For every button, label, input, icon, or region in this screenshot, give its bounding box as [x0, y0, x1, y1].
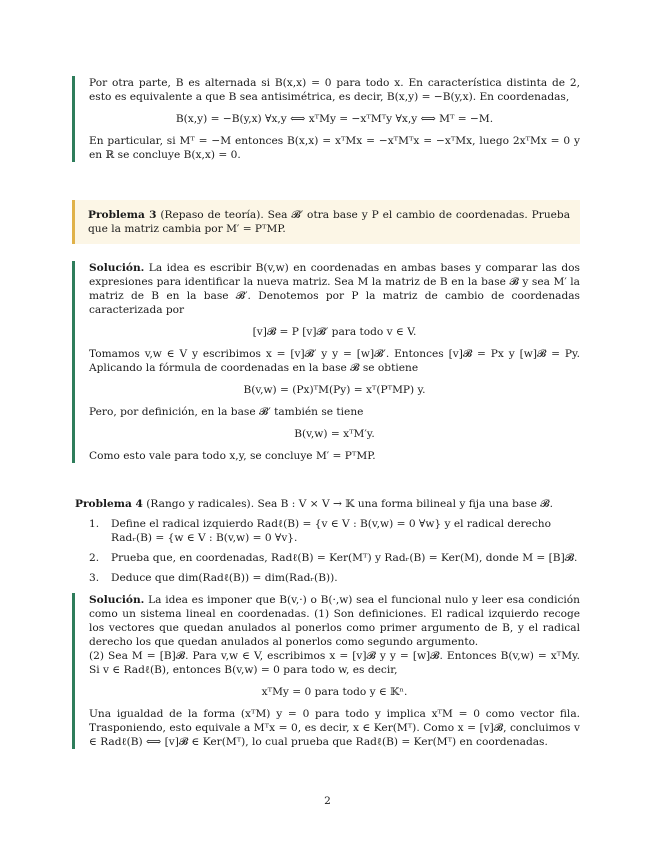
paragraph: Como esto vale para todo x,y, se concluye M′ = PᵀMP.	[89, 450, 376, 462]
page-number: 2	[324, 795, 331, 807]
paragraph: La idea es imponer que B(v,·) o B(·,w) sea el funcional nulo y leer esa condición como un sistema lineal en coordenadas. (1) Son definiciones. El radical izquierdo recoge los vectores que quedan anulados al ponerlos como primer argumento de B, y el radical derecho los que quedan anulados al ponerlos como segundo argumento.	[89, 594, 580, 648]
paragraph: Por otra parte, B es alternada si B(x,x) = 0 para todo x. En característica distinta de 2, esto es equivalente a que B sea antisimétrica, es decir, B(x,y) = −B(y,x). En coordenadas,	[89, 77, 580, 103]
equation: B(x,y) = −B(y,x) ∀x,y ⟺ xᵀMy = −xᵀMᵀy ∀x,y ⟺ Mᵀ = −M.	[175, 113, 494, 125]
problem-4-subtitle: (Rango y radicales).	[146, 498, 255, 510]
alternating-form-block	[72, 76, 580, 162]
list-item	[75, 571, 580, 585]
item-number: 1.	[89, 518, 100, 530]
list-item	[75, 517, 580, 545]
item-text: Deduce que dim(Radℓ(B)) = dim(Radᵣ(B)).	[111, 572, 338, 584]
solution-3-intro	[89, 261, 580, 317]
equation: B(v,w) = xᵀM′y.	[294, 428, 375, 440]
problem-4-title: Problema 4	[75, 498, 143, 510]
paragraph: Pero, por definición, en la base 𝓑′ también se tiene	[89, 406, 364, 418]
equation: xᵀMy = 0 para todo y ∈ 𝕂ⁿ.	[261, 686, 408, 698]
paragraph: La idea es escribir B(v,w) en coordenadas en ambas bases y comparar las dos expresiones para identificar la nueva matriz. Sea M la matriz de B en la base 𝓑 y sea M′ la matriz de B en la base 𝓑′. Denotemos por P la matriz de cambio de coordenadas caracterizada por	[89, 262, 580, 316]
solution-4-block	[72, 593, 580, 749]
problem-4-statement	[75, 497, 580, 511]
solution-4-intro	[89, 593, 580, 649]
solution-3-title: Solución.	[89, 262, 145, 274]
problem-3-box	[72, 200, 580, 244]
equation: B(v,w) = (Px)ᵀM(Py) = xᵀ(PᵀMP) y.	[243, 384, 426, 396]
item-text: Define el radical izquierdo Radℓ(B) = {v ∈ V : B(v,w) = 0 ∀w} y el radical derecho Radᵣ(B) = {w ∈ V : B(v,w) = 0 ∀v}.	[111, 518, 551, 544]
problem-4-text: Sea B : V × V → 𝕂 una forma bilineal y fija una base 𝓑.	[257, 498, 553, 510]
equation: [v]𝓑 = P [v]𝓑′ para todo v ∈ V.	[252, 326, 417, 338]
paragraph: En particular, si Mᵀ = −M entonces B(x,x) = xᵀMx = −xᵀMᵀx = −xᵀMx, luego 2xᵀMx = 0 y en ℝ se concluye B(x,x) = 0.	[89, 135, 580, 161]
item-text: Prueba que, en coordenadas, Radℓ(B) = Ker(Mᵀ) y Radᵣ(B) = Ker(M), donde M = [B]𝓑.	[111, 552, 578, 564]
problem-3-title: Problema 3	[88, 209, 157, 221]
problem-4-block	[75, 497, 580, 585]
list-item	[75, 551, 580, 565]
problem-3-statement	[88, 208, 570, 236]
item-number: 3.	[89, 572, 100, 584]
item-number: 2.	[89, 552, 100, 564]
problem-3-subtitle: (Repaso de teoría).	[160, 209, 264, 221]
problem-3-text: Sea 𝓑′ otra base y P el cambio de coordenadas. Prueba que la matriz cambia por M′ = PᵀMP.	[88, 209, 571, 235]
paragraph: Una igualdad de la forma (xᵀM) y = 0 para todo y implica xᵀM = 0 como vector fila. Trasponiendo, esto equivale a Mᵀx = 0, es decir, x ∈ Ker(Mᵀ). Como x = [v]𝓑, concluimos v ∈ Radℓ(B) ⟺ [v]𝓑 ∈ Ker(Mᵀ), lo cual prueba que Radℓ(B) = Ker(Mᵀ) en coordenadas.	[89, 708, 580, 748]
solution-3-block	[72, 261, 580, 463]
paragraph: (2) Sea M = [B]𝓑. Para v,w ∈ V, escribimos x = [v]𝓑 y y = [w]𝓑. Entonces B(v,w) = xᵀMy. Si v ∈ Radℓ(B), entonces B(v,w) = 0 para todo w, es decir,	[89, 650, 580, 676]
paragraph: Tomamos v,w ∈ V y escribimos x = [v]𝓑′ y y = [w]𝓑′. Entonces [v]𝓑 = Px y [w]𝓑 = Py. Aplicando la fórmula de coordenadas en la base 𝓑 se obtiene	[89, 348, 580, 374]
solution-4-title: Solución.	[89, 594, 145, 606]
